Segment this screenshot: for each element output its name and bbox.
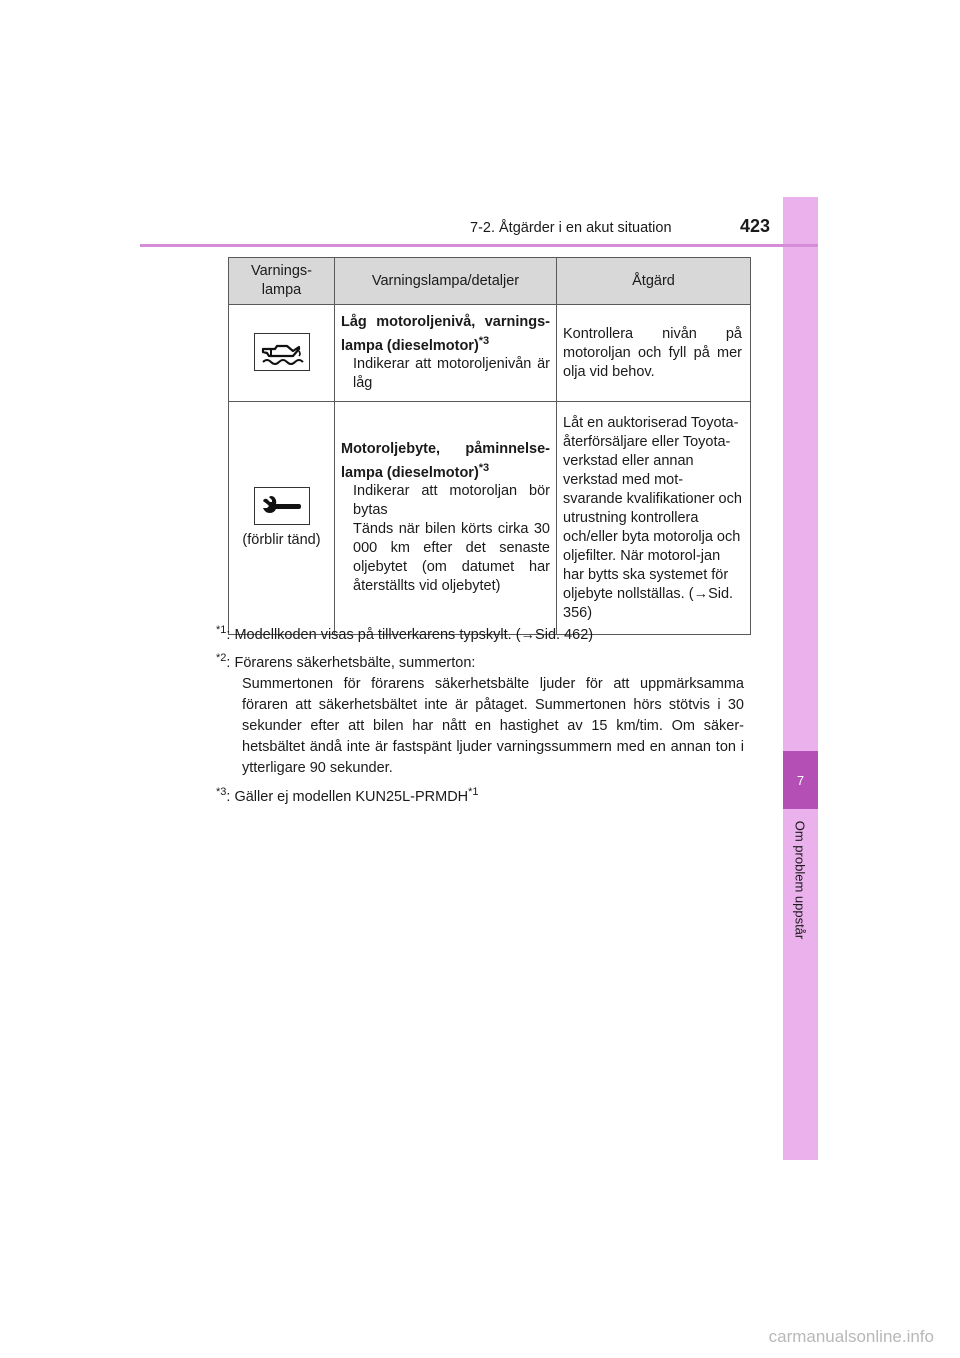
lamp-title <box>341 440 550 483</box>
footnote-mark: *2 <box>216 652 227 664</box>
footnote-text: : Förarens säkerhetsbälte, summerton: <box>226 654 476 671</box>
wrench-icon <box>254 487 310 525</box>
footnote-3 <box>216 782 479 808</box>
lamp-detail: Indikerar att motoroljenivån är låg <box>353 356 550 392</box>
header-lamp <box>229 258 335 305</box>
header-rule <box>140 244 818 247</box>
table-header-row <box>229 258 751 305</box>
header-action: Åtgärd <box>557 258 751 305</box>
footnote-ref: *1 <box>468 786 479 798</box>
lamp-detail: Indikerar att motoroljan bör bytas <box>353 483 550 519</box>
chapter-side-tab <box>783 197 818 1160</box>
chapter-number: 7 <box>783 751 818 809</box>
lamp-note: (förblir tänd) <box>242 531 321 548</box>
lamp-title <box>341 313 550 356</box>
oil-level-icon <box>254 333 310 371</box>
header-details: Varningslampa/detaljer <box>335 258 557 305</box>
footnote-mark: *3 <box>216 786 227 798</box>
header-lamp-text: Varnings- lampa <box>251 263 312 298</box>
footnote-1 <box>216 620 593 646</box>
lamp-cell <box>229 305 335 402</box>
section-title: 7-2. Åtgärder i en akut situation <box>470 220 672 236</box>
lamp-cell <box>229 402 335 635</box>
footnote-2-body: Summertonen för förarens säkerhetsbälte ljuder för att uppmärksamma föraren att säkerhetsbältet inte är påtaget. Summertonen hörs stötvis i 30 sekunder efter att bilen har nått en hastighet av 15 km/tim. Om säker-hetsbältet ändå inte är fastspänt ljuder varningssummern med en annan ton i ytterligare 90 sekunder. <box>242 676 744 776</box>
table-row <box>229 305 751 402</box>
detail-cell <box>335 402 557 635</box>
table-row <box>229 402 751 635</box>
chapter-label: Om problem uppstår <box>792 820 808 940</box>
action-cell: Låt en auktoriserad Toyota-återförsäljare eller Toyota-verkstad eller annan verkstad med mot-svarande kvalifikationer och utrustning kontrollera och/eller byta motorolja och oljefilter. När motorol-jan har bytts ska systemet för oljebyte nollställas. (→Sid. 356) <box>557 402 751 635</box>
footnote-text: : Modellkoden visas på tillverkarens typskylt. (→Sid. 462) <box>226 626 594 643</box>
page-number: 423 <box>740 216 771 236</box>
footnote-mark: *1 <box>216 624 227 636</box>
footnote-ref: *3 <box>478 461 490 474</box>
lamp-title-text: Motoroljebyte, påminnelse-lampa (dieselmotor) <box>341 440 550 481</box>
warning-lamp-table <box>228 257 751 635</box>
lamp-title-text: Låg motoroljenivå, varnings-lampa (dieselmotor) <box>341 313 550 354</box>
detail-cell <box>335 305 557 402</box>
footnote-text: : Gäller ej modellen KUN25L-PRMDH <box>226 788 469 805</box>
footnote-2 <box>216 648 475 674</box>
action-cell: Kontrollera nivån på motoroljan och fyll på mer olja vid behov. <box>557 305 751 402</box>
watermark-text: carmanualsonline.info <box>768 1327 934 1346</box>
footnote-ref: *3 <box>478 334 490 347</box>
lamp-detail-2: Tänds när bilen körts cirka 30 000 km efter det senaste oljebytet (om datumet har återställts vid oljebytet) <box>353 521 550 595</box>
